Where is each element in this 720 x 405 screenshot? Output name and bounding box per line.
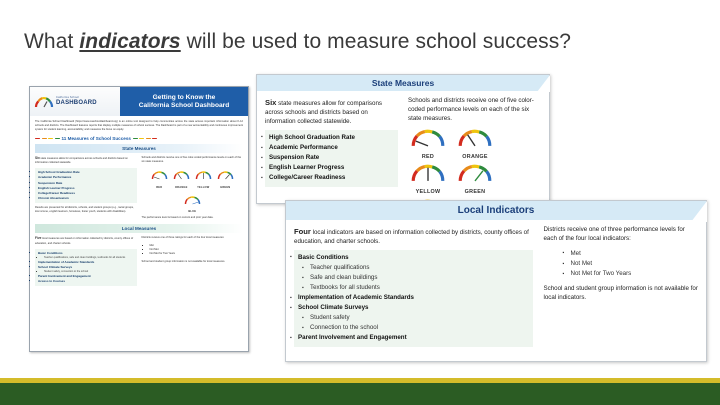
dashboard-logo [30, 87, 120, 116]
list-item: ▪ Parent Involvement and Engagement [38, 274, 134, 279]
page-title-emphasis: indicators [79, 30, 181, 53]
divider-dashes-right [133, 138, 158, 140]
list-item: ▪ Not Met [570, 259, 698, 269]
gauge-red [408, 129, 448, 160]
left-doc-title-line1: Getting to Know the [152, 93, 216, 101]
left-doc-intro: The California School Dashboard (https://www.caschooldashboard.org) is an online tool designed to help communities across the state access important information about K-12 schools and districts. The Dashboard features reports that display multiple measures of school success. The Dashboard is part of a new accountability and continuous improvement system for student learning, accountability, and measures the focus on equity. [35, 120, 243, 132]
divider-label: 11 Measures of School Success [61, 136, 131, 142]
gauge-icon [457, 164, 493, 183]
left-local-lead: Five [35, 236, 42, 241]
left-state-right-footnote: The performance level is based on current and prior year data. [141, 216, 214, 220]
list-item: ▪ Teacher qualifications [310, 263, 529, 273]
gauge-icon [410, 129, 446, 148]
left-local-right-footnote: School and student group information is not available for local measures. [141, 259, 226, 263]
left-state-right-column [142, 156, 244, 220]
left-state-intro: state measures allow for comparisons across schools and districts based on information collected statewide. [35, 157, 128, 165]
left-doc-title-line2: California School Dashboard [138, 101, 230, 109]
local-indicators-band: Local Indicators [286, 201, 706, 220]
gauge-icon [217, 171, 234, 180]
left-local-right-text: Districts receive one of three ratings for each of the four local measures: [141, 236, 225, 240]
list-item: ▪ College/Career Readiness [269, 173, 394, 183]
gauge-icon [151, 171, 168, 180]
footer-accent-green [0, 383, 720, 405]
left-document-thumbnail[interactable] [29, 86, 249, 352]
left-local-rating-list [142, 244, 244, 257]
gauge-icon [173, 171, 190, 180]
gauge-label: YELLOW [415, 188, 441, 195]
left-state-lead: Six [35, 156, 40, 161]
gauge-icon [195, 171, 212, 180]
list-item: ▪ Textbooks for all students [310, 283, 529, 293]
gauge-orange [455, 129, 495, 160]
left-local-right-column [142, 236, 244, 289]
gauge-blue [184, 192, 201, 214]
left-doc-header [30, 87, 248, 116]
list-item: ▪ Suspension Rate [269, 153, 394, 163]
list-item: ▪ Basic Conditions [298, 253, 529, 263]
local-indicator-sublist [298, 263, 529, 293]
list-item: ▪ Met [150, 244, 244, 248]
local-card-right-footnote: School and student group information is not available for local indicators. [543, 285, 698, 302]
divider-dashes-left [35, 138, 60, 140]
state-measures-card[interactable] [256, 74, 550, 204]
gauge-icon [457, 129, 493, 148]
list-item: ▪ School Climate Surveys [38, 265, 134, 270]
gauge-label: BLUE [188, 210, 197, 214]
gauge-icon [410, 164, 446, 183]
list-item: ▪ Student safety [310, 313, 529, 323]
local-card-intro: local indicators are based on information collected by districts, county offices of education, and charter schools. [294, 229, 529, 245]
list-item: ▪ Not Met for Two Years [570, 269, 698, 279]
gauge-yellow [408, 164, 448, 195]
list-item: ▪ Met [570, 249, 698, 259]
list-item: ▪ College/Career Readiness [38, 191, 134, 196]
left-state-measures-band: State Measures [35, 144, 243, 153]
page-title-prefix: What [24, 30, 80, 53]
gauge-label: RED [421, 153, 435, 160]
left-doc-title [120, 87, 248, 116]
left-local-measures-band: Local Measures [35, 224, 243, 233]
local-card-right-text: Districts receive one of three performance levels for each of the four local indicators: [543, 226, 685, 242]
list-item: ▪ Access to Courses [38, 279, 134, 284]
gauge-green [217, 167, 234, 189]
state-card-lead: Six [265, 98, 277, 107]
list-item: ▪ Suspension Rate [38, 181, 134, 186]
list-item: ▪ Safe and clean buildings [310, 273, 529, 283]
gauge-label: ORANGE [462, 153, 488, 160]
page-title [24, 30, 696, 54]
gauge-red [151, 167, 168, 189]
list-item: ▪ Not Met [150, 248, 244, 252]
local-indicators-card[interactable] [285, 200, 707, 362]
gauge-icon [184, 196, 201, 205]
left-local-indicator-list [35, 249, 137, 286]
gauge-label: GREEN [464, 188, 486, 195]
left-state-measure-list [35, 168, 137, 203]
gauge-yellow [195, 167, 212, 189]
gauge-label: YELLOW [197, 185, 210, 189]
local-card-left-column [294, 226, 533, 347]
list-item: ▪ Student safety, connection to the school [44, 270, 134, 274]
page-title-suffix: will be used to measure school success? [180, 30, 572, 53]
state-measures-list [265, 130, 398, 187]
list-item: ▪ Teacher qualifications, safe and clean buildings, textbooks for all students [44, 256, 134, 260]
left-performance-gauges [142, 167, 244, 213]
list-item: ▪ Not Met for Two Years [150, 252, 244, 256]
local-indicator-sublist [298, 313, 529, 333]
local-rating-list [559, 249, 698, 279]
gauge-label: ORANGE [174, 185, 188, 189]
list-item: ▪ High School Graduation Rate [38, 170, 134, 175]
state-card-right-text: Schools and districts receive one of five color-coded performance levels on each of the six state measures. [408, 97, 534, 122]
left-local-intro: local measures are based on information collected by districts, county offices of education, and charter schools. [35, 237, 134, 245]
local-indicators-list [294, 250, 533, 347]
gauge-label: RED [156, 185, 163, 189]
list-item: ▪ High School Graduation Rate [269, 133, 394, 143]
list-item: ▪ Implementation of Academic Standards [298, 293, 529, 303]
left-state-footnote: Results are presented for all districts, schools, and student groups (e.g., racial groups, low income, english learners, homeless, foster youth, students with disabilities). [35, 205, 134, 214]
gauge-label: GREEN [220, 185, 231, 189]
left-state-left-column [35, 156, 137, 220]
list-item: ▪ Parent Involvement and Engagement [298, 333, 529, 343]
logo-wordmark: DASHBOARD [56, 99, 97, 106]
local-card-lead: Four [294, 227, 311, 236]
left-local-left-column [35, 236, 137, 289]
local-card-right-column [543, 226, 698, 347]
state-card-intro: state measures allow for comparisons across schools and districts based on information collected statewide. [265, 100, 382, 125]
left-state-right-text: Schools and districts receive one of five color-coded performance levels on each of the six state measures. [141, 156, 242, 164]
list-item: ▪ English Learner Progress [38, 186, 134, 191]
list-item: ▪ Academic Performance [269, 143, 394, 153]
list-item: ▪ English Learner Progress [269, 163, 394, 173]
gauge-orange [173, 167, 190, 189]
list-item: ▪ Academic Performance [38, 175, 134, 180]
list-item: ▪ School Climate Surveys [298, 303, 529, 313]
measures-divider [35, 136, 243, 141]
list-item: ▪ Implementation of Academic Standards [38, 260, 134, 265]
list-item: ▪ Basic Conditions [38, 251, 134, 256]
list-item: ▪ Chronic Absenteeism [38, 196, 134, 201]
state-measures-band: State Measures [257, 75, 549, 91]
list-item: ▪ Connection to the school [310, 323, 529, 333]
gauge-logo-icon [34, 95, 54, 109]
logo-small-text: California School [56, 96, 80, 100]
gauge-green [455, 164, 495, 195]
